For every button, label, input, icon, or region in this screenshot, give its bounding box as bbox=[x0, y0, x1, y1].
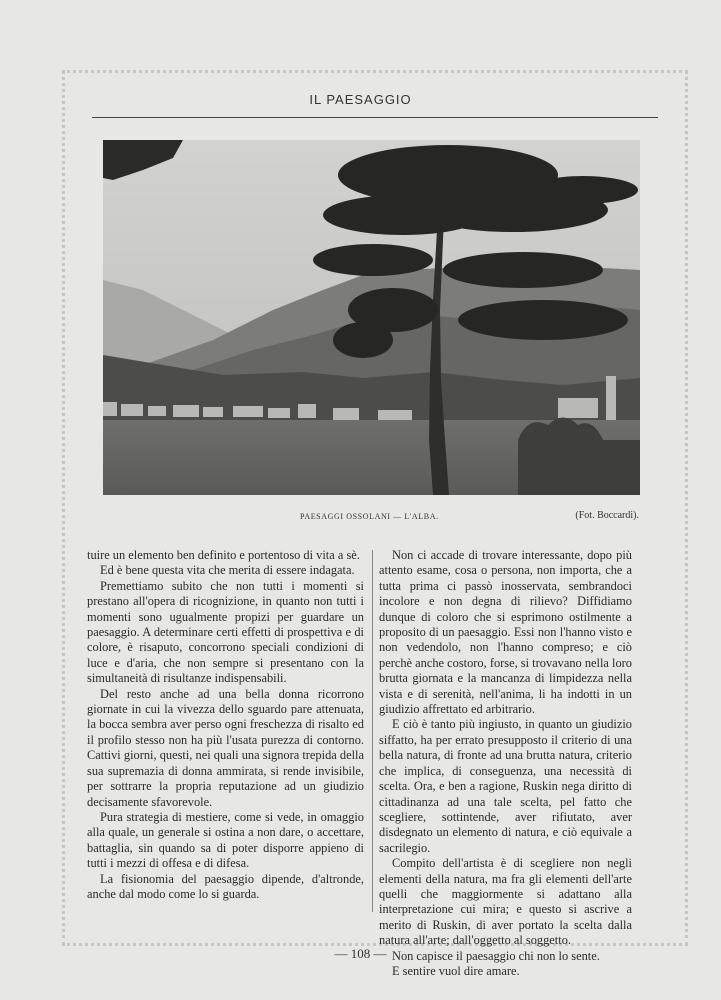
page-number: — 108 — bbox=[334, 946, 387, 961]
paragraph: E ciò è tanto più ingiusto, in quanto un giudizio siffatto, ha per errato presupposto il criterio di una bella natura, di fronte ad una brutta natura, criterio che implica, di conseguenza, una necessità di scelta. Ora, e ben a ragione, Ruskin nega diritto di cittadinanza ad una tale scelta, pel fatto che scegliere, sottintende, aver rifiutato, aver disdegnato un elemento di natura, e ciò equivale a sacrilegio. bbox=[379, 717, 632, 855]
left-text-column bbox=[87, 548, 364, 902]
figure-caption: PAESAGGI OSSOLANI — L'ALBA. bbox=[300, 512, 439, 521]
paragraph: Pura strategia di mestiere, come si vede, in omaggio alla quale, un generale si ostina a non dare, o accettare, battaglia, sin quando sa di poter disporre appieno di tutti i mezzi di offesa e di difesa. bbox=[87, 809, 364, 871]
paragraph: Compito dell'artista è di scegliere non negli elementi della natura, ma fra gli elementi dell'arte quelli che maggiormente si adattano alla interpretazione cui mira; e questo si ascrive a merito di Ruskin, di aver portato la scelta dalla natura all'arte; dall'oggetto al soggetto. bbox=[379, 856, 632, 948]
paragraph: tuire un elemento ben definito e portentoso di vita a sè. bbox=[87, 548, 360, 562]
paragraph: Non ci accade di trovare interessante, dopo più attento esame, cosa o persona, non importa, che a tutta prima ci passò inosservata, sembrandoci incolore e non degna di rilievo? Diffidiamo dunque di coloro che si esprimono ostilmente a proposito di un paesaggio. Essi non l'hanno visto e non vedendolo, non l'hanno compreso; e ciò perchè anche costoro, forse, si trovavano nella loro brutta giornata e la mancanza di limpidezza nella vista e di serenità, nell'anima, li ha indotti in un giudizio affrettato ed arbitrario. bbox=[379, 548, 632, 717]
photo-credit: (Fot. Boccardi). bbox=[575, 510, 639, 521]
paragraph: Non capisce il paesaggio chi non lo sente. bbox=[392, 948, 600, 963]
running-header: IL PAESAGGIO bbox=[309, 92, 412, 107]
right-text-column bbox=[379, 548, 632, 979]
landscape-photograph bbox=[103, 140, 640, 495]
paragraph: Ed è bene questa vita che merita di essere indagata. bbox=[100, 563, 355, 578]
paragraph: Del resto anche ad una bella donna ricorrono giornate in cui la vivezza dello sguardo pare attenuata, la bocca sembra aver perso ogni freschezza di risalto ed il profilo stesso non ha più l'usata purezza di contorno. Cattivi giorni, questi, nei quali una signora trepida della sua supremazia di donna ammirata, si rende invisibile, per sottrarre la propria reputazione ad un giudizio decisamente sfavorevole. bbox=[87, 686, 364, 809]
paragraph: Premettiamo subito che non tutti i momenti si prestano all'opera di ricognizione, in quanto non tutti i momenti sono ugualmente propizi per guardare un paesaggio. A determinare certi effetti di prospettiva e di colore, è risaputo, concorrono speciali condizioni di luce e d'aria, che non sempre si presentano con la simultaneità di risultanze indispensabili. bbox=[87, 578, 364, 686]
column-divider bbox=[372, 550, 373, 912]
paragraph: E sentire vuol dire amare. bbox=[392, 963, 520, 978]
header-rule bbox=[92, 117, 658, 118]
paragraph: La fisionomia del paesaggio dipende, d'altronde, anche dal modo come lo si guarda. bbox=[87, 871, 364, 901]
